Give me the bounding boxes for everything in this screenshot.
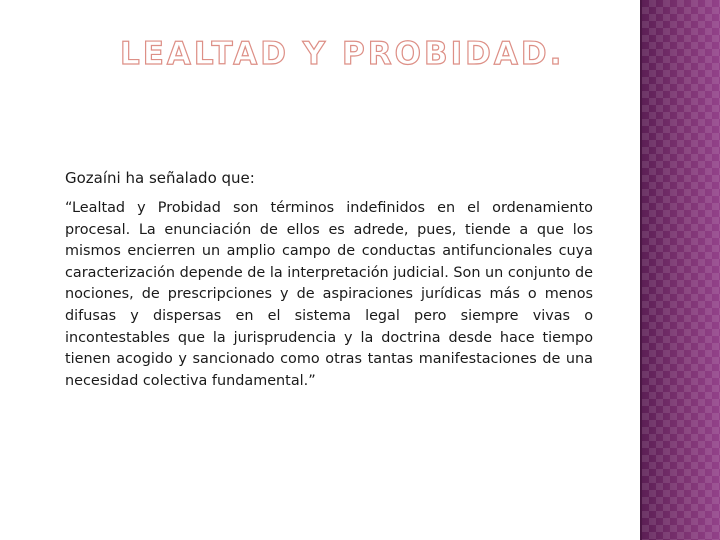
slide-title: LEALTAD Y PROBIDAD.	[120, 36, 565, 72]
intro-text: Gozaíni ha señalado que:	[65, 169, 255, 187]
decorative-side-panel	[642, 0, 720, 540]
quote-paragraph: “Lealtad y Probidad son términos indefinidos en el ordenamiento procesal. La enunciación de ellos es adrede, pues, tiende a que los mismos encierren un amplio campo de conductas antifuncionales cuya caracterización depende de la interpretación judicial. Son un conjunto de nociones, de prescripciones y de aspiraciones jurídicas más o menos difusas y dispersas en el sistema legal pero siempre vivas o incontestables que la jurisprudencia y la doctrina desde hace tiempo tienen acogido y sancionado como otras tantas manifestaciones de una necesidad colectiva fundamental.”	[65, 200, 593, 389]
